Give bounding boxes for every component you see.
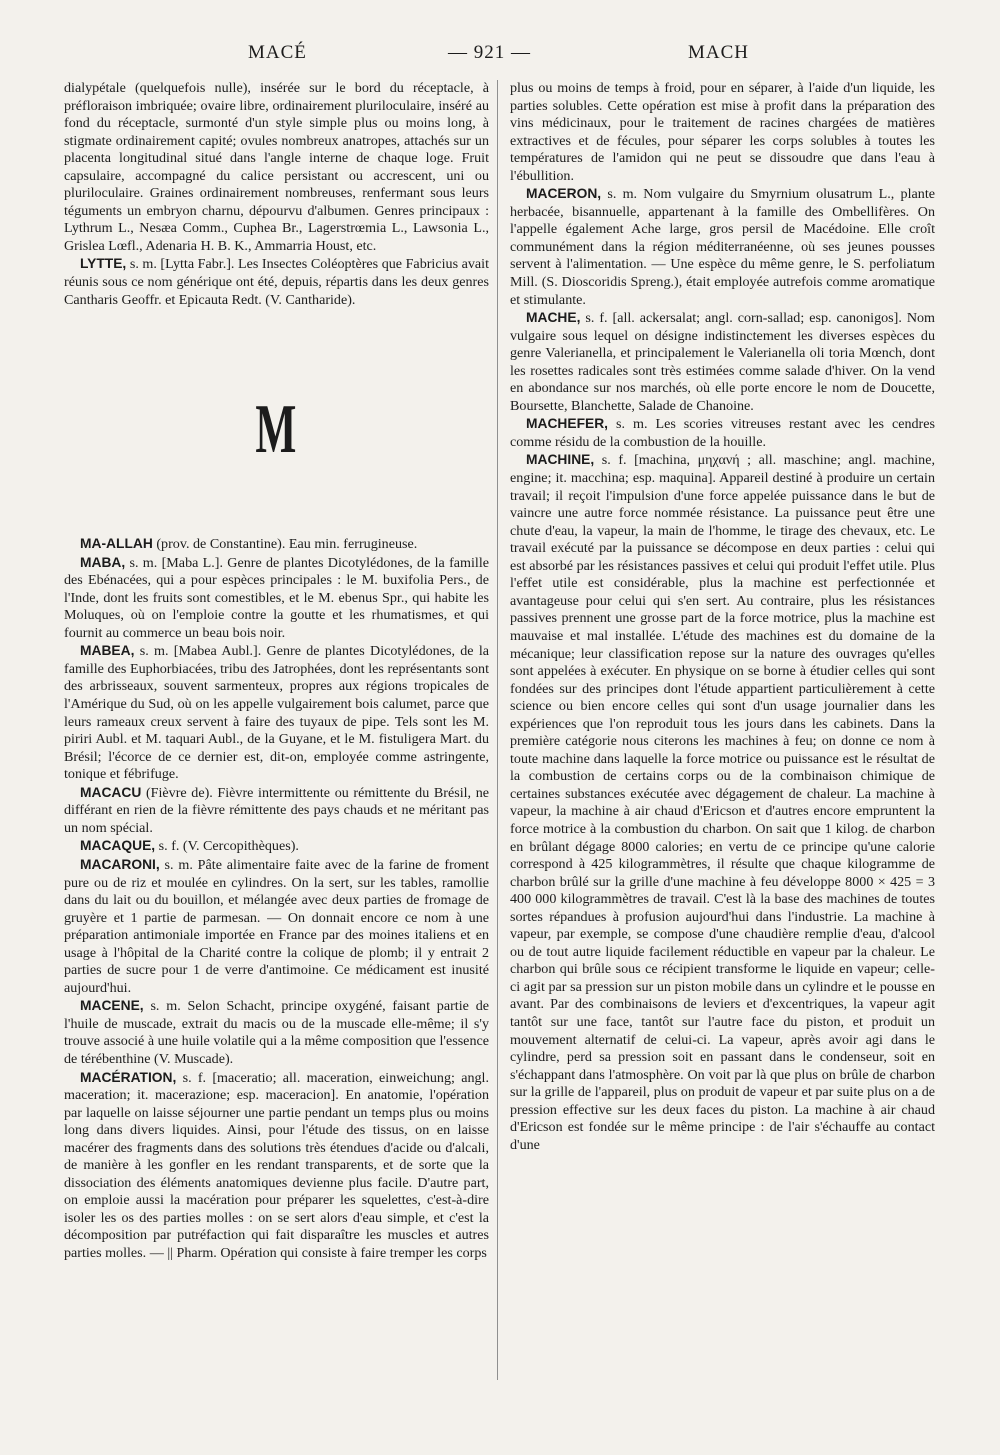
running-header xyxy=(60,42,940,72)
entry xyxy=(64,1069,489,1263)
definition: s. m. Les scories vitreuses restant avec les cendres comme résidu de la combustion de la houille. xyxy=(510,416,935,450)
definition: (prov. de Constantine). Eau min. ferrugineuse. xyxy=(156,536,418,553)
entry xyxy=(64,856,489,997)
entry xyxy=(64,535,489,554)
headword: MACAQUE, xyxy=(80,838,156,854)
headword: MACHEFER, xyxy=(526,416,609,432)
header-left-guide-word: MACÉ xyxy=(248,42,307,63)
definition: s. m. [Maba L.]. Genre de plantes Dicotylédones, de la famille des Ebénacées, qui a pour espèces principales : le M. buxifolia Pers., de l'Inde, dont les fruits sont comestibles, et le M. ebenus Spr., qui habite les Moluques, où on l'emploie contre la goutte et les rhumatismes, et qui fournit au commerce un beau bois noir. xyxy=(64,554,489,641)
entry xyxy=(510,185,935,309)
headword: MABA, xyxy=(80,554,126,570)
headword: MACERON, xyxy=(526,186,602,202)
definition: (Fièvre de). Fièvre intermittente ou rémittente du Brésil, ne différant en rien de la fièvre rémittente des pays chauds et ne méritant pas un nom spécial. xyxy=(64,784,490,836)
definition: s. f. (V. Cercopithèques). xyxy=(158,838,299,855)
headword: MACACU xyxy=(80,784,142,800)
continuation-text: plus ou moins de temps à froid, pour en séparer, à l'aide d'un liquide, les parties solubles. Cette opération est mise à profit dans la préparation des vins médicinaux, pour le traitement de racines chargées de matières extractives et de fécules, pour séparer les corps solubles à toutes les températures de l'amidon qui ne peut se dissoudre que dans l'eau à l'ébullition. xyxy=(510,80,935,184)
definition: s. f. [maceratio; all. maceration, einweichung; angl. maceration; it. macerazione; esp. maceracion]. En anatomie, l'opération par laquelle on laisse séjourner une partie pendant un temps plus ou moins long dans divers liquides. Ainsi, pour l'étude des tissus, on en laisse macérer des fragments dans des solutions très étendues d'acide ou d'alcali, de manière à les gonfler en les rendant transparents, et de sorte que la dissociation des éléments anatomiques devienne plus facile. D'autre part, on emploie aussi la macération pour préparer les squelettes, c'est-à-dire isoler les os des parties molles : on se sert alors d'eau simple, et c'est la décomposition par putréfaction qui fait disparaître les muscles et autres parties molles. — || Pharm. Opération qui consiste à faire tremper les corps xyxy=(64,1069,489,1261)
left-column xyxy=(64,80,489,1263)
headword: MACARONI, xyxy=(80,856,160,872)
entry xyxy=(510,451,935,1154)
definition: s. f. [machina, μηχανή ; all. maschine; angl. machine, engine; it. macchina; esp. maquina]. Appareil destiné à produire un certain travail; il reçoit l'impulsion d'une force appelée puissance dans le but de vaincre une autre force nommée résistance. La puissance peut être une chute d'eau, la vapeur, la main de l'homme, le tirage des chevaux, etc. Le travail exécuté par la puissance se décompose en deux parties : celui qui est absorbé par les résistances passives et celui qui produit l'effet utile. Plus l'effet utile est considérable, plus la machine est perfectionnée et avantageuse pour celui qui s'en sert. Au contraire, plus les résistances passives prennent une grosse part de la force motrice, plus la machine est mauvaise et mal installée. L'étude des machines est du domaine de la mécanique; leur classification repose sur la nature des ouvrages qu'elles sont appelées à exécuter. En physique on se borne à étudier celles qui sont fondées sur des principes dont l'étude appartient particulièrement à cette science ou bien encore celles qui sont d'un usage journalier dans les expériences que l'on reproduit tous les jours dans les cabinets. Dans la première catégorie nous citerons les machines à feu; on donne ce nom à toute machine dans laquelle la force motrice ou puissance est le résultat de la combustion de certains corps ou de la combinaison chimique de certaines substances exécutée avec dégagement de chaleur. La machine à vapeur, la machine à air chaud d'Ericson et d'autres encore empruntent la force motrice à la combustion du charbon. On sait que 1 kilog. de charbon en brûlant dégage 8000 calories; en vertu de ce principe qu'une calorie correspond à 425 kilogrammètres, il résulte que chaque kilogramme de charbon brûlé sur la grille d'une machine à feu développe 8000 × 425 = 3 400 000 kilogrammètres de travail. C'est là la base des machines de toutes sortes répandues à profusion aujourd'hui dans l'industrie. La machine à vapeur, par exemple, se compose d'une chaudière remplie d'eau, d'alcool ou de tout autre liquide facilement réductible en vapeur par la chaleur. Le charbon qui brûle sous ce récipient transforme le liquide en vapeur; celle-ci agit par sa pression sur un piston mobile dans un cylindre et le pousse en avant. Par des combinaisons de leviers et d'excentriques, la vapeur agit tantôt sur une face, tantôt sur l'autre face du piston, et produit un mouvement alternatif de celui-ci. La vapeur, après avoir agi dans le cylindre, perd sa pression soit en passant dans le condenseur, soit en s'échappant dans l'atmosphère. On voit par là que plus on brûle de charbon sur la grille de l'appareil, plus on produit de vapeur et par suite plus on a de pression effective sur les deux faces du piston. La machine à air chaud d'Ericson est fondée sur le même principe : de l'air s'échauffe au contact d'une xyxy=(510,452,935,1153)
entry xyxy=(64,554,489,643)
definition: s. f. [all. ackersalat; angl. corn-sallad; esp. canonigos]. Nom vulgaire sous lequel on désigne indistinctement les diverses espèces du genre Valerianella, et principalement le Valerianella oli toria Mœnch, dont les rosettes radicales sont très estimées comme salade d'hiver. On la vend en abondance sur nos marchés, où elle porte encore le nom de Doucette, Boursette, Blanchette, Salade de Chanoine. xyxy=(510,310,936,414)
entry xyxy=(64,997,489,1068)
headword: MACÉRATION, xyxy=(80,1069,177,1085)
continuation-text: dialypétale (quelquefois nulle), insérée sur le bord du réceptacle, à préfloraison imbriquée; ovaire libre, ordinairement pluriloculaire, inséré au fond du réceptacle, surmonté d'un style simple plus ou moins long, à stigmate ordinairement capité; ovules nombreux anatropes, attachés sur un placenta longitudinal situé dans l'angle interne de chaque loge. Fruit capsulaire, accompagné du calice persistant ou accrescent, uni ou pluriloculaire. Graines ordinairement nombreuses, renfermant sous leurs téguments un embryon charnu, dépourvu d'albumen. Genres principaux : Lythrum L., Nesæa Comm., Cuphea Br., Lagerstrœmia L., Lawsonia L., Grislea Lœfl., Adenaria H. B. K., Ammarria Houst, etc. xyxy=(64,80,489,254)
entry xyxy=(510,309,935,415)
headword: LYTTE, xyxy=(80,256,127,272)
headword: MACHE, xyxy=(526,310,581,326)
section-letter: M xyxy=(255,391,298,469)
right-column xyxy=(510,80,935,1154)
definition: s. m. [Lytta Fabr.]. Les Insectes Coléoptères que Fabricius avait réunis sous ce nom générique ont été, depuis, répartis dans les deux genres Cantharis Geoffr. et Epicauta Redt. (V. Cantharide). xyxy=(64,256,489,308)
entry xyxy=(64,837,489,856)
headword: MACENE, xyxy=(80,998,144,1014)
entry-lytte xyxy=(64,255,489,309)
entry xyxy=(510,415,935,451)
definition: s. m. [Mabea Aubl.]. Genre de plantes Dicotylédones, de la famille des Euphorbiacées, tribu des Jatrophées, dont les représentants sont des arbrisseaux, souvent sarmenteux, propres aux régions tropicales de l'Amérique du Sud, où on les appelle vulgairement bois calumet, parce que leurs rameaux creux servent à faire des tuyaux de pipe. Tels sont les M. piriri Aubl. et M. taquari Aubl., de la Guyane, et le M. fistuligera Mart. du Brésil; l'écorce de ce dernier est, dit-on, employée comme astringente, tonique et fébrifuge. xyxy=(64,643,490,783)
header-right-guide-word: MACH xyxy=(688,42,750,63)
column-divider xyxy=(497,80,498,1380)
headword: MA-ALLAH xyxy=(80,536,153,552)
definition: s. m. Nom vulgaire du Smyrnium olusatrum L., plante herbacée, bisannuelle, appartenant à la famille des Ombellifères. On l'appelle également Ache large, gros persil de Macédoine. Elle croît communément dans la région méditerranéenne, où ses jeunes pousses servent à l'alimentation. — Une espèce du même genre, le S. perfoliatum Mill. (S. Dioscoridis Spreng.), était employée autrefois comme aromatique et stimulante. xyxy=(510,186,935,308)
definition: s. m. Selon Schacht, principe oxygéné, faisant partie de l'huile de muscade, extrait du macis ou de la muscade elle-même; il s'y trouve associé à une huile volatile qui a la même composition que l'essence de térébenthine (V. Muscade). xyxy=(64,998,489,1067)
entry xyxy=(64,784,489,838)
definition: s. m. Pâte alimentaire faite avec de la farine de froment pure ou de riz et moulée en cylindres. On la sert, sur les tables, ramollie dans du lait ou du bouillon, et mélangée avec deux parties de fromage de gruyère et 1 partie de parmesan. — On donnait encore ce nom à une préparation antimoniale importée en France par des moines italiens et en usage à l'hôpital de la Charité contre la colique de plomb; il y entrait 2 parties de sucre pour 1 de verre d'antimoine. Ce médicament est inusité aujourd'hui. xyxy=(64,856,489,996)
headword: MACHINE, xyxy=(526,452,595,468)
entry xyxy=(64,642,489,783)
page-number: — 921 — xyxy=(448,42,531,63)
headword: MABEA, xyxy=(80,643,135,659)
